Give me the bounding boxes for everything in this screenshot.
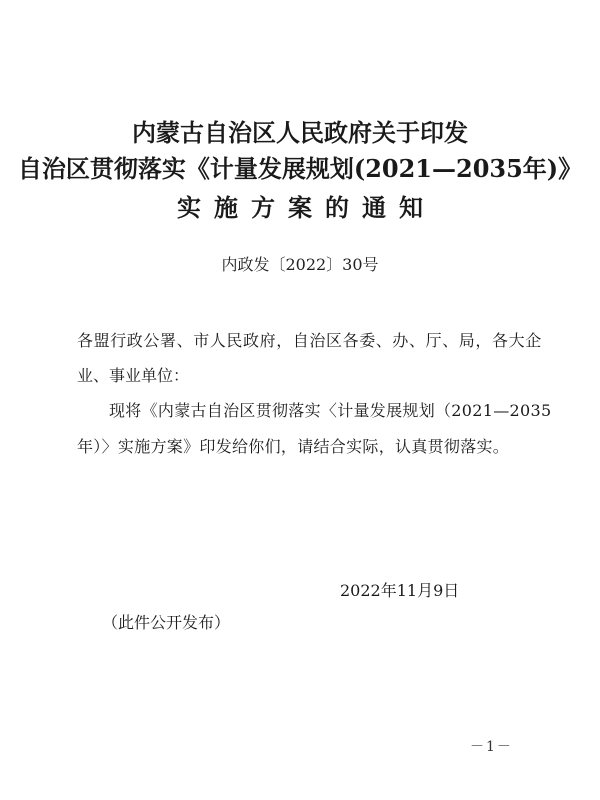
title-line-1: 内蒙古自治区人民政府关于印发 bbox=[132, 118, 468, 147]
publication-note: （此件公开发布） bbox=[102, 613, 231, 632]
document-number: 内政发〔2022〕30号 bbox=[221, 255, 379, 274]
page-number: －1－ bbox=[470, 739, 513, 755]
title-line-2: 自治区贯彻落实《计量发展规划(2021—2035年)》 bbox=[17, 154, 583, 183]
title-line-3: 实施方案的通知 bbox=[177, 193, 436, 222]
issue-date: 2022年11月9日 bbox=[340, 581, 460, 600]
addressee-line-2: 业、事业单位： bbox=[77, 366, 190, 385]
body-line-2: 年）〉实施方案》印发给你们，请结合实际，认真贯彻落实。 bbox=[77, 437, 510, 456]
addressee-line-1: 各盟行政公署、市人民政府，自治区各委、办、厅、局，各大企 bbox=[77, 331, 542, 350]
body-line-1: 现将《内蒙古自治区贯彻落实〈计量发展规划（2021—2035 bbox=[109, 401, 552, 420]
